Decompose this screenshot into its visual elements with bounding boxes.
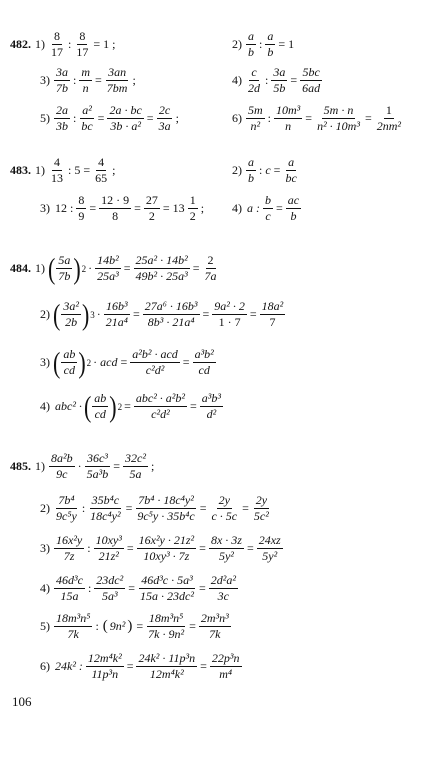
- problem-485-1: 485. 1) $\frac{\text{8a²b}}{9c}$ · $\frac{\text{36c³}}{\text{5a³b}}$ = $\frac{\text{32c²}}{5a}$ ;: [10, 451, 155, 481]
- problem-484-3: 3) ( $\frac{ab}{cd}$ ) 2 · acd = $\frac{\text{a²b² · acd}}{\text{c²d²}}$ = $\frac{\text{a³b²}}{cd}$: [40, 344, 214, 379]
- item-label: 3): [40, 541, 50, 555]
- page-number: 106: [12, 694, 32, 709]
- problem-482-6: 6) $\frac{5m}{\text{n²}}$ : $\frac{\text{10m³}}{n}$ = $\frac{5m \cdot n}{\text{n² · 10m³}}$ = $\frac{1}{\text{2nm²}}$: [232, 103, 401, 133]
- item-label: 1): [35, 163, 45, 177]
- problem-485-4: 4) $\frac{\text{46d³c}}{15a}$ : $\frac{\text{23dc²}}{\text{5a³}}$ = $\frac{\text{46d³c · 5a³}}{\text{15a · 23dc²}}$ = $\frac{\text{2d²a²}}{3c}$: [40, 573, 236, 603]
- item-label: 2): [40, 307, 50, 321]
- problem-482-1: 482. 1) $\frac{8}{17}$ : $\frac{8}{17}$ = 1 ;: [10, 29, 116, 59]
- problem-number: 482.: [10, 37, 31, 51]
- item-label: 3): [40, 201, 50, 215]
- item-label: 1): [35, 459, 45, 473]
- fraction: $\frac{8}{17}$: [51, 29, 63, 59]
- problem-484-2: 2) ( $\frac{\text{3a²}}{2b}$ ) 3 · $\frac{\text{16b³}}{\text{21a⁴}}$ = $\frac{\text{27a⁶ · 16b³}}{\text{8b³ · 21a⁴}}$ = $\frac{\text{9a² · 2}}{1 \cdot 7}$ = $\frac{\text{18a²}}{7}$: [40, 296, 284, 331]
- item-label: 5): [40, 619, 50, 633]
- problem-482-2: 2) $\frac{a}{b}$ : $\frac{a}{b}$ = 1: [232, 29, 295, 59]
- problem-482-5: 5) $\frac{2a}{3b}$ : $\frac{\text{a²}}{bc}$ = $\frac{2a \cdot bc}{\text{3b · a²}}$ = $\frac{2c}{3a}$ ;: [40, 103, 179, 133]
- item-label: 1): [35, 261, 45, 275]
- item-label: 4): [40, 399, 50, 413]
- problem-number: 484.: [10, 261, 31, 275]
- item-label: 4): [40, 581, 50, 595]
- problem-number: 483.: [10, 163, 31, 177]
- problem-484-4: 4) abc² · ( $\frac{ab}{cd}$ ) 2 = $\frac{\text{abc² · a²b²}}{\text{c²d²}}$ = $\frac{\text{a³b³}}{\text{d²}}$: [40, 388, 221, 423]
- problem-number: 485.: [10, 459, 31, 473]
- problem-482-3: 3) $\frac{3a}{7b}$ : $\frac{m}{n}$ = $\frac{3an}{7bm}$ ;: [40, 65, 136, 95]
- item-label: 4): [232, 201, 242, 215]
- problem-484-1: 484. 1) ( $\frac{5a}{7b}$ ) 2 · $\frac{\text{14b²}}{\text{25a³}}$ = $\frac{\text{25a² · 14b²}}{\text{49b² · 25a³}}$ = $\frac{2}{7a}$: [10, 250, 217, 285]
- item-label: 2): [232, 163, 242, 177]
- problem-483-4: 4) a : $\frac{b}{c}$ = $\frac{ac}{b}$: [232, 193, 300, 223]
- item-label: 6): [232, 111, 242, 125]
- item-label: 5): [40, 111, 50, 125]
- problem-485-2: 2) $\frac{\text{7b⁴}}{\text{9c⁵y}}$ : $\frac{\text{35b⁴c}}{\text{18c⁴y²}}$ = $\frac{\text{7b⁴ · 18c⁴y²}}{\text{9c⁵y · 35b⁴c}}$ = $\frac{2y}{c \cdot 5c}$ = $\frac{2y}{\text{5c²}}$: [40, 493, 269, 523]
- problem-485-3: 3) $\frac{\text{16x²y}}{7z}$ : $\frac{\text{10xy³}}{\text{21z²}}$ = $\frac{\text{16x²y · 21z²}}{\text{10xy³ · 7z}}$ = $\frac{8x \cdot 3z}{\text{5y²}}$ = $\frac{24xz}{\text{5y²}}$: [40, 533, 281, 563]
- problem-485-6: 6) 24k² : $\frac{\text{12m⁴k²}}{\text{11p³n}}$ = $\frac{\text{24k² · 11p³n}}{\text{12m⁴k²}}$ = $\frac{\text{22p³n}}{\text{m⁴}}$: [40, 651, 240, 681]
- item-label: 6): [40, 659, 50, 673]
- item-label: 4): [232, 73, 242, 87]
- problem-483-1: 483. 1) $\frac{4}{13}$ : 5 = $\frac{4}{65}$ ;: [10, 155, 116, 185]
- problem-483-3: 3) 12 : $\frac{8}{9}$ = $\frac{12 \cdot 9}{8}$ = $\frac{27}{2}$ = 13 $\frac{1}{2}$ ;: [40, 193, 205, 223]
- problem-485-5: 5) $\frac{\text{18m³n⁵}}{7k}$ : ( 9n² ) = $\frac{\text{18m³n⁵}}{\text{7k · 9n²}}$ = $\frac{\text{2m³n³}}{7k}$: [40, 611, 229, 641]
- item-label: 2): [40, 501, 50, 515]
- problem-482-4: 4) $\frac{c}{2d}$ : $\frac{3a}{5b}$ = $\frac{5bc}{6ad}$: [232, 65, 321, 95]
- item-label: 3): [40, 355, 50, 369]
- problem-483-2: 2) $\frac{a}{b}$ : c = $\frac{a}{bc}$: [232, 155, 297, 185]
- item-label: 3): [40, 73, 50, 87]
- item-label: 1): [35, 37, 45, 51]
- item-label: 2): [232, 37, 242, 51]
